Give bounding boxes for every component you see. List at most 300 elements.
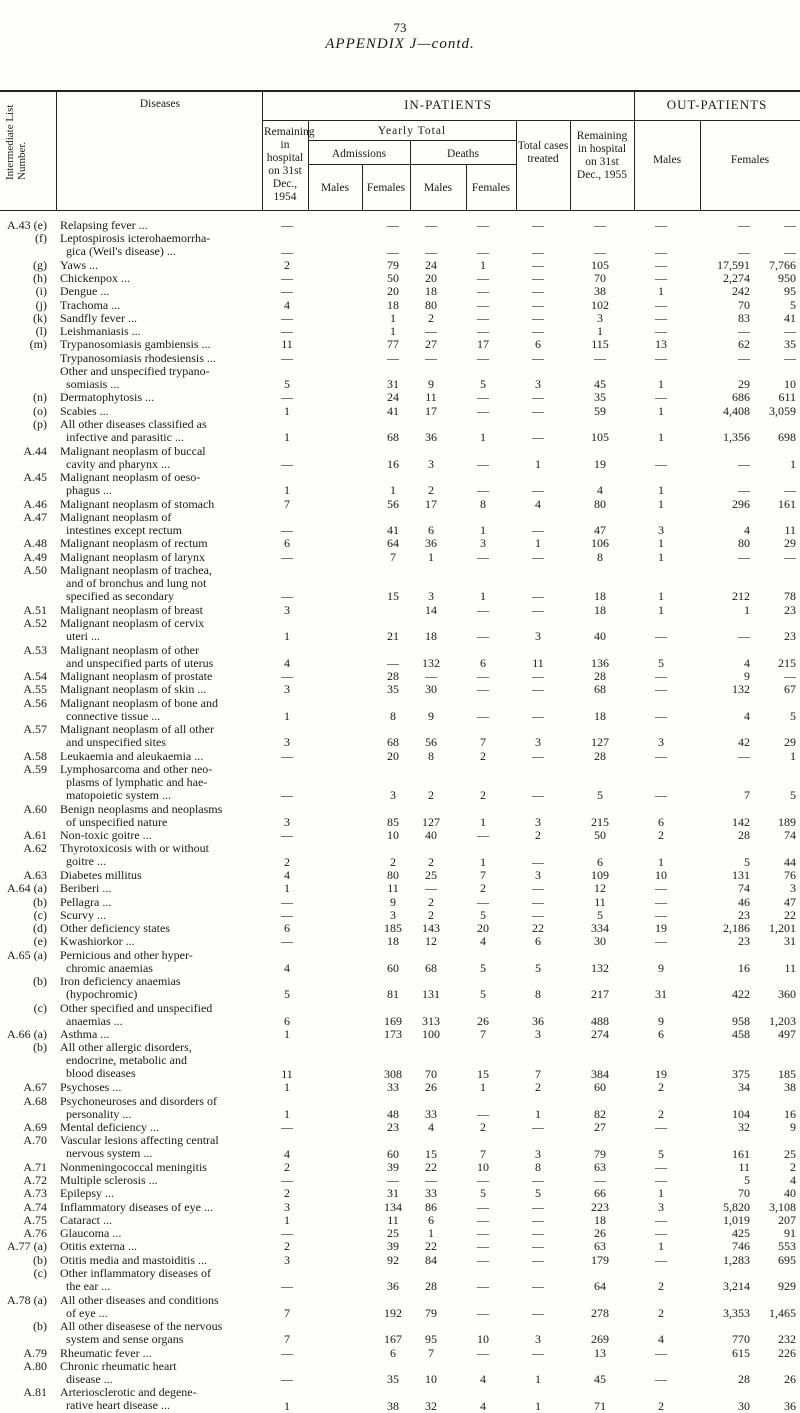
table-row: [0, 896, 800, 909]
cell-total-cases: —: [594, 218, 606, 232]
cell-deaths-females: —: [532, 682, 544, 697]
cell-out-males: 958: [732, 1013, 750, 1028]
row-disease: [60, 259, 260, 272]
table-row: [0, 617, 800, 644]
cell-deaths-males: —: [477, 828, 489, 843]
cell-admissions-females: 33: [425, 1106, 437, 1121]
cell-total-cases: 269: [591, 1332, 609, 1347]
cell-out-males: 375: [732, 1067, 750, 1081]
disease-line: Malignant neoplasm of other: [60, 643, 199, 657]
cell-deaths-females: 2: [535, 828, 541, 843]
cell-admissions-females: 95: [425, 1332, 437, 1347]
cell-out-males: 23: [738, 934, 750, 949]
cell-remaining-end: —: [655, 629, 667, 644]
disease-line: Epilepsy ...: [60, 1187, 114, 1201]
disease-line: Malignant neoplasm of cervix: [60, 616, 205, 630]
row-code: (c): [33, 907, 47, 922]
cell-out-females: 553: [778, 1239, 796, 1254]
row-disease: [60, 869, 260, 882]
row-code: (l): [35, 324, 47, 339]
cell-admissions-females: 10: [425, 1372, 437, 1387]
cell-deaths-males: —: [477, 1239, 489, 1254]
cell-admissions-males: 33: [387, 1080, 399, 1095]
disease-line: Benign neoplasms and neoplasms: [60, 802, 223, 816]
disease-line: Dermatophytosis ...: [60, 391, 154, 405]
cell-remaining-end: 1: [658, 854, 664, 869]
row-code: (m): [29, 337, 47, 352]
cell-remaining-start: 7: [284, 1305, 290, 1320]
disease-line: connective tissue ...: [66, 708, 161, 723]
row-disease: [60, 829, 260, 842]
row-code: A.51: [23, 602, 47, 617]
disease-line: All other diseasese of the nervous: [60, 1320, 223, 1334]
cell-total-cases: 71: [594, 1398, 606, 1413]
males-admissions-header: Males: [320, 182, 350, 194]
table-row: [0, 1214, 800, 1227]
disease-line: anaemias ...: [66, 1013, 123, 1028]
cell-admissions-females: 20: [425, 271, 437, 286]
cell-deaths-males: —: [477, 244, 489, 259]
cell-total-cases: 18: [594, 602, 606, 617]
cell-deaths-females: 5: [535, 960, 541, 975]
disease-line: Cataract ...: [60, 1213, 112, 1227]
cell-remaining-start: 4: [284, 655, 290, 670]
cell-admissions-females: 30: [425, 682, 437, 697]
row-code: A.55: [23, 682, 47, 697]
disease-line: goitre ...: [66, 854, 106, 869]
cell-remaining-end: 1: [658, 602, 664, 617]
row-disease: [60, 1320, 260, 1346]
table-row: [0, 285, 800, 298]
cell-remaining-start: —: [281, 1345, 293, 1360]
row-disease: [60, 1386, 260, 1412]
cell-admissions-females: 132: [422, 655, 440, 670]
cell-out-females: —: [784, 669, 796, 684]
row-disease: [60, 1294, 260, 1320]
row-code: A.54: [23, 669, 47, 684]
disease-line: Trypanosomiasis rhodesiensis ...: [60, 351, 216, 365]
cell-admissions-females: 28: [425, 1279, 437, 1294]
disease-line: blood diseases: [66, 1066, 136, 1081]
cell-out-males: 686: [732, 390, 750, 405]
cell-deaths-females: 22: [532, 921, 544, 936]
cell-deaths-females: 1: [535, 456, 541, 471]
disease-line: Mental deficiency ...: [60, 1121, 159, 1135]
table-row: [0, 1174, 800, 1187]
row-code: A.46: [23, 496, 47, 511]
cell-deaths-females: —: [532, 881, 544, 896]
cell-admissions-males: 9: [390, 894, 396, 909]
disease-line: Non-toxic goitre ...: [60, 829, 152, 843]
cell-admissions-females: 9: [428, 708, 434, 723]
cell-remaining-end: 9: [658, 960, 664, 975]
cell-remaining-end: 3: [658, 523, 664, 538]
cell-deaths-females: —: [532, 602, 544, 617]
cell-remaining-start: —: [281, 350, 293, 365]
cell-deaths-males: —: [477, 682, 489, 697]
disease-line: infective and parasitic ...: [66, 429, 184, 444]
cell-deaths-females: 3: [535, 1027, 541, 1042]
cell-remaining-end: —: [655, 708, 667, 723]
cell-deaths-males: 4: [480, 934, 486, 949]
cell-out-females: 1,465: [769, 1305, 796, 1320]
cell-deaths-males: 6: [480, 655, 486, 670]
cell-total-cases: 4: [597, 483, 603, 498]
cell-total-cases: 5: [597, 788, 603, 803]
table-row: [0, 750, 800, 763]
cell-deaths-females: 3: [535, 377, 541, 392]
row-disease: [60, 365, 260, 391]
cell-admissions-males: 21: [387, 629, 399, 644]
cell-remaining-end: 1: [658, 284, 664, 299]
cell-deaths-males: 1: [480, 257, 486, 272]
cell-admissions-males: 25: [387, 1226, 399, 1241]
row-disease: [60, 1187, 260, 1200]
cell-remaining-start: —: [281, 894, 293, 909]
cell-out-females: 16: [784, 1106, 796, 1121]
yearly-total-header: Yearly Total: [377, 125, 447, 137]
males-deaths-header: Males: [423, 182, 453, 194]
cell-admissions-males: 134: [384, 1199, 402, 1214]
cell-out-males: 74: [738, 881, 750, 896]
disease-line: system and sense organs: [66, 1332, 184, 1347]
cell-admissions-females: 17: [425, 496, 437, 511]
cell-total-cases: 38: [594, 284, 606, 299]
cell-admissions-females: 84: [425, 1252, 437, 1267]
cell-deaths-males: —: [477, 708, 489, 723]
cell-deaths-males: —: [477, 218, 489, 232]
cell-admissions-females: —: [425, 669, 437, 684]
cell-out-females: 215: [778, 655, 796, 670]
cell-deaths-females: —: [532, 297, 544, 312]
row-disease: [60, 949, 260, 975]
cell-remaining-end: 31: [655, 987, 667, 1002]
cell-deaths-males: 5: [480, 1186, 486, 1201]
cell-admissions-females: 3: [428, 456, 434, 471]
row-disease: [60, 1254, 260, 1267]
disease-line: Rheumatic fever ...: [60, 1346, 152, 1360]
cell-out-females: 189: [778, 814, 796, 829]
cell-admissions-males: 1: [390, 483, 396, 498]
table-row: [0, 922, 800, 935]
cell-remaining-end: 10: [655, 868, 667, 883]
disease-line: Leukaemia and aleukaemia ...: [60, 749, 204, 763]
disease-line: Pellagra ...: [60, 895, 112, 909]
cell-out-females: 9: [790, 1120, 796, 1135]
row-code: A.43 (e): [7, 218, 47, 232]
cell-out-males: 1,283: [723, 1252, 750, 1267]
cell-remaining-end: —: [655, 881, 667, 896]
cell-deaths-males: 2: [480, 1120, 486, 1135]
cell-out-males: —: [738, 549, 750, 564]
cell-admissions-females: 8: [428, 748, 434, 763]
cell-out-females: 23: [784, 629, 796, 644]
cell-out-males: 28: [738, 828, 750, 843]
cell-admissions-males: 18: [387, 297, 399, 312]
out-males-header: Males: [652, 154, 682, 166]
disease-line: specified as secondary: [66, 588, 174, 603]
cell-remaining-start: 7: [284, 1332, 290, 1347]
row-disease: [60, 697, 260, 723]
cell-total-cases: 384: [591, 1067, 609, 1081]
disease-line: Malignant neoplasm of rectum: [60, 537, 208, 551]
cell-deaths-males: —: [477, 602, 489, 617]
row-code: A.65 (a): [7, 947, 47, 962]
table-row: [0, 644, 800, 671]
cell-out-females: 47: [784, 894, 796, 909]
cell-deaths-males: —: [477, 456, 489, 471]
cell-admissions-males: 31: [387, 1186, 399, 1201]
cell-out-females: 698: [778, 430, 796, 445]
cell-admissions-males: —: [387, 655, 399, 670]
cell-out-females: 67: [784, 682, 796, 697]
cell-deaths-females: 3: [535, 868, 541, 883]
cell-total-cases: —: [594, 1173, 606, 1188]
row-code: (o): [33, 403, 47, 418]
disease-line: intestines except rectum: [66, 522, 182, 537]
cell-admissions-males: —: [387, 1173, 399, 1188]
table-row: [0, 1081, 800, 1094]
cell-out-females: 3: [790, 881, 796, 896]
cell-deaths-males: —: [477, 297, 489, 312]
cell-total-cases: 102: [591, 297, 609, 312]
disease-line: personality ...: [66, 1106, 132, 1121]
cell-admissions-females: 143: [422, 921, 440, 936]
cell-out-females: 207: [778, 1212, 796, 1227]
cell-admissions-females: 56: [425, 735, 437, 750]
cell-remaining-end: —: [655, 1252, 667, 1267]
table-row: [0, 272, 800, 285]
row-disease: [60, 1041, 260, 1080]
cell-remaining-start: 1: [284, 1106, 290, 1121]
cell-out-females: 232: [778, 1332, 796, 1347]
table-row: [0, 312, 800, 325]
table-row: [0, 1134, 800, 1161]
row-code: (g): [33, 257, 47, 272]
table-row: [0, 949, 800, 976]
cell-remaining-end: 2: [658, 1279, 664, 1294]
cell-out-females: 74: [784, 828, 796, 843]
cell-remaining-end: —: [655, 390, 667, 405]
cell-total-cases: 1: [597, 324, 603, 339]
cell-remaining-start: —: [281, 1279, 293, 1294]
cell-out-males: 30: [738, 1398, 750, 1413]
cell-deaths-males: —: [477, 1345, 489, 1360]
page-number: 73: [393, 20, 407, 35]
cell-deaths-females: —: [532, 324, 544, 339]
cell-out-males: 4: [744, 655, 750, 670]
cell-deaths-males: 20: [477, 921, 489, 936]
cell-deaths-males: —: [477, 403, 489, 418]
cell-deaths-females: —: [532, 1252, 544, 1267]
row-disease: [60, 418, 260, 444]
cell-out-males: 1,019: [723, 1212, 750, 1227]
cell-remaining-start: 6: [284, 921, 290, 936]
cell-remaining-start: 4: [284, 960, 290, 975]
cell-remaining-start: 2: [284, 854, 290, 869]
cell-deaths-females: —: [532, 244, 544, 259]
table-row: [0, 1360, 800, 1387]
table-row: [0, 537, 800, 550]
disease-line: Trachoma ...: [60, 298, 121, 312]
cell-out-females: —: [784, 218, 796, 232]
cell-out-females: 38: [784, 1080, 796, 1095]
table-row: [0, 551, 800, 564]
disease-line: Diabetes millitus: [60, 869, 142, 883]
cell-admissions-females: 9: [428, 377, 434, 392]
cell-deaths-females: —: [532, 748, 544, 763]
cell-out-males: 1,356: [723, 430, 750, 445]
table-header: [0, 62, 800, 202]
cell-deaths-males: 1: [480, 589, 486, 604]
cell-out-males: —: [738, 218, 750, 232]
cell-deaths-females: —: [532, 310, 544, 325]
disease-line: disease ...: [66, 1371, 113, 1386]
disease-line: Relapsing fever ...: [60, 219, 148, 232]
cell-admissions-females: 127: [422, 814, 440, 829]
disease-line: Arteriosclerotic and degene-: [60, 1386, 197, 1400]
cell-deaths-males: —: [477, 350, 489, 365]
row-disease: [60, 896, 260, 909]
cell-remaining-start: 2: [284, 1186, 290, 1201]
total-cases-header: Total cases treated: [517, 140, 569, 165]
cell-admissions-females: 80: [425, 297, 437, 312]
disease-line: Scabies ...: [60, 404, 109, 418]
row-code: A.72: [23, 1173, 47, 1188]
row-code: A.66 (a): [7, 1027, 47, 1042]
cell-remaining-start: 1: [284, 1212, 290, 1227]
cell-remaining-end: 6: [658, 814, 664, 829]
cell-remaining-start: 1: [284, 483, 290, 498]
cell-out-females: 23: [784, 602, 796, 617]
cell-out-males: 422: [732, 987, 750, 1002]
row-disease: [60, 312, 260, 325]
row-code: A.50: [23, 562, 47, 577]
row-code: A.81: [23, 1385, 47, 1400]
disease-line: (hypochromic): [66, 987, 138, 1002]
cell-out-males: —: [738, 748, 750, 763]
cell-deaths-females: —: [532, 1173, 544, 1188]
cell-deaths-females: —: [532, 854, 544, 869]
row-code: (b): [33, 1252, 47, 1267]
disease-line: Malignant neoplasm of prostate: [60, 670, 213, 684]
cell-admissions-males: —: [387, 218, 399, 232]
cell-out-males: 16: [738, 960, 750, 975]
disease-line: the ear ...: [66, 1278, 111, 1293]
disease-line: and of bronchus and lung not: [66, 575, 207, 590]
cell-out-females: 22: [784, 907, 796, 922]
cell-out-females: —: [784, 244, 796, 259]
cell-remaining-start: 1: [284, 403, 290, 418]
row-disease: [60, 405, 260, 418]
table-row: [0, 1347, 800, 1360]
disease-line: matopoietic system ...: [66, 787, 171, 802]
row-disease: [60, 763, 260, 802]
table-row: [0, 232, 800, 259]
cell-deaths-males: 26: [477, 1013, 489, 1028]
cell-total-cases: 26: [594, 1226, 606, 1241]
in-patients-header: IN-PATIENTS: [404, 97, 492, 112]
disease-line: Leptospirosis icterohaemorrha-: [60, 232, 211, 246]
disease-line: Psychoses ...: [60, 1081, 122, 1095]
row-code: (c): [33, 1000, 47, 1015]
cell-out-females: 35: [784, 337, 796, 352]
cell-out-males: —: [738, 244, 750, 259]
cell-remaining-start: —: [281, 310, 293, 325]
cell-deaths-males: 1: [480, 523, 486, 538]
table-row: [0, 259, 800, 272]
cell-out-females: 78: [784, 589, 796, 604]
table-row: [0, 471, 800, 498]
table-row: [0, 882, 800, 895]
cell-total-cases: 11: [594, 894, 606, 909]
cell-deaths-females: —: [532, 350, 544, 365]
row-code: A.44: [23, 443, 47, 458]
cell-remaining-start: 3: [284, 682, 290, 697]
cell-remaining-end: —: [655, 1120, 667, 1135]
cell-admissions-males: 60: [387, 960, 399, 975]
cell-remaining-start: —: [281, 1120, 293, 1135]
cell-out-males: 83: [738, 310, 750, 325]
table-row: [0, 1240, 800, 1253]
cell-admissions-males: 8: [390, 708, 396, 723]
table-row: [0, 1201, 800, 1214]
cell-out-males: 296: [732, 496, 750, 511]
cell-admissions-females: 7: [428, 1345, 434, 1360]
cell-deaths-females: —: [532, 403, 544, 418]
row-code: (k): [33, 310, 47, 325]
cell-admissions-males: 167: [384, 1332, 402, 1347]
cell-out-females: —: [784, 483, 796, 498]
table-row: [0, 670, 800, 683]
cell-admissions-males: 173: [384, 1027, 402, 1042]
table-row: [0, 1121, 800, 1134]
cell-deaths-males: —: [477, 324, 489, 339]
cell-out-females: 611: [778, 390, 796, 405]
row-disease: [60, 1227, 260, 1240]
cell-remaining-end: —: [655, 257, 667, 272]
cell-admissions-females: 2: [428, 788, 434, 803]
cell-remaining-start: —: [281, 589, 293, 604]
cell-deaths-females: 3: [535, 629, 541, 644]
cell-admissions-males: 192: [384, 1305, 402, 1320]
disease-line: Other and unspecified trypano-: [60, 364, 210, 378]
disease-line: somiasis ...: [66, 376, 120, 391]
table-row: [0, 683, 800, 696]
row-code: A.63: [23, 868, 47, 883]
disease-line: and unspecified parts of uterus: [66, 655, 214, 670]
cell-out-females: 1,203: [769, 1013, 796, 1028]
cell-remaining-start: —: [281, 907, 293, 922]
cell-remaining-start: —: [281, 934, 293, 949]
cell-remaining-start: 5: [284, 377, 290, 392]
disease-line: gica (Weil's disease) ...: [66, 244, 176, 259]
cell-total-cases: 217: [591, 987, 609, 1002]
row-disease: [60, 1214, 260, 1227]
cell-admissions-females: 15: [425, 1146, 437, 1161]
row-disease: [60, 1201, 260, 1214]
cell-out-males: 34: [738, 1080, 750, 1095]
row-code: A.47: [23, 509, 47, 524]
disease-line: uteri ...: [66, 628, 100, 643]
cell-out-females: 40: [784, 1186, 796, 1201]
cell-out-males: 29: [738, 377, 750, 392]
row-code: (b): [33, 1319, 47, 1334]
cell-total-cases: 63: [594, 1239, 606, 1254]
cell-admissions-females: 2: [428, 894, 434, 909]
table-row: [0, 1161, 800, 1174]
cell-out-females: 2: [790, 1159, 796, 1174]
